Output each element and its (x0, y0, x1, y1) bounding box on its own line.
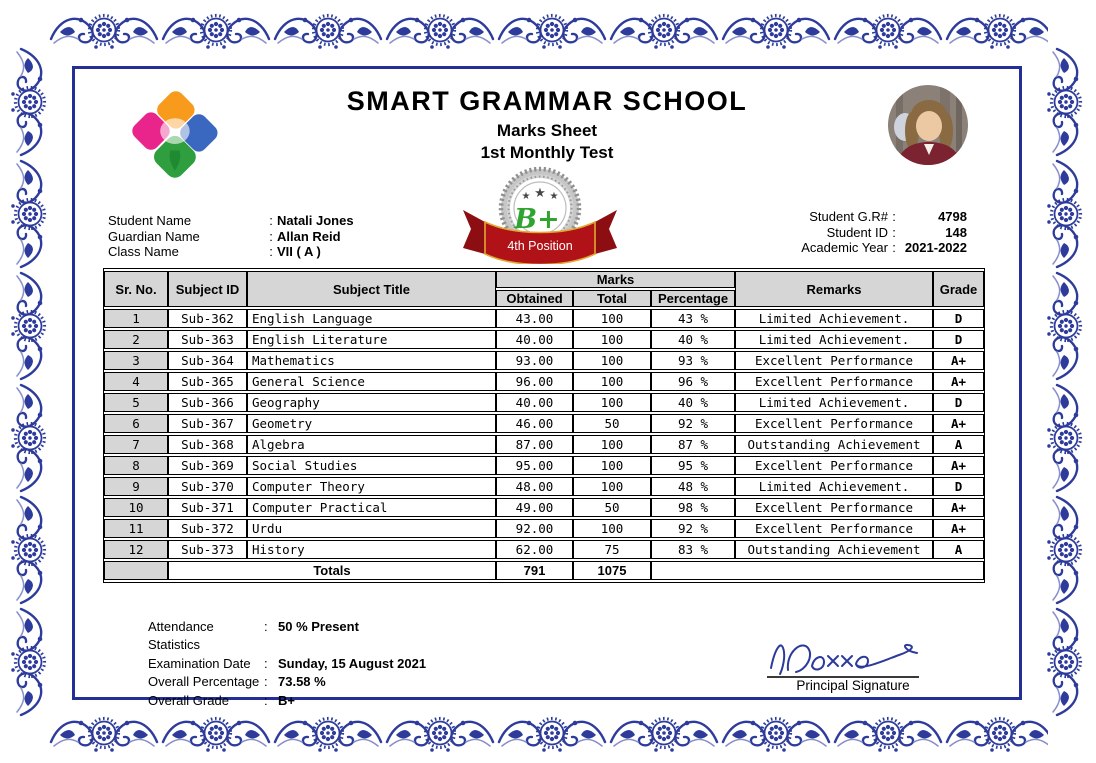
cell-grade: A+ (933, 498, 984, 517)
svg-text:★: ★ (534, 186, 546, 201)
cell-grade: D (933, 393, 984, 412)
cell-subject-id: Sub-373 (168, 540, 247, 559)
totals-obtained: 791 (496, 561, 573, 580)
cell-total: 75 (573, 540, 651, 559)
student-photo (888, 85, 968, 165)
school-name: SMART GRAMMAR SCHOOL (346, 86, 748, 116)
cell-remarks: Excellent Performance (735, 351, 933, 370)
cell-remarks: Outstanding Achievement (735, 435, 933, 454)
cell-sr: 11 (104, 519, 168, 538)
cell-remarks: Limited Achievement. (735, 477, 933, 496)
cell-percentage: 48 % (651, 477, 735, 496)
gr-number-label: Student G.R# (809, 209, 888, 224)
cell-percentage: 43 % (651, 309, 735, 328)
table-row (104, 435, 984, 454)
cell-subject-id: Sub-367 (168, 414, 247, 433)
cell-percentage: 87 % (651, 435, 735, 454)
cell-subject-title: Algebra (247, 435, 496, 454)
cell-obtained: 96.00 (496, 372, 573, 391)
cell-remarks: Limited Achievement. (735, 309, 933, 328)
student-info-right (700, 209, 967, 256)
header-percentage: Percentage (651, 290, 735, 307)
cell-subject-id: Sub-371 (168, 498, 247, 517)
totals-row (104, 561, 984, 580)
cell-percentage: 93 % (651, 351, 735, 370)
summary-block (148, 618, 426, 710)
header-grade: Grade (933, 271, 984, 307)
header-subject-id: Subject ID (168, 271, 247, 307)
cell-sr: 8 (104, 456, 168, 475)
cell-obtained: 62.00 (496, 540, 573, 559)
cell-total: 100 (573, 519, 651, 538)
cell-sr: 10 (104, 498, 168, 517)
cell-percentage: 98 % (651, 498, 735, 517)
cell-percentage: 92 % (651, 414, 735, 433)
cell-subject-title: Computer Practical (247, 498, 496, 517)
cell-total: 100 (573, 372, 651, 391)
cell-remarks: Excellent Performance (735, 498, 933, 517)
cell-obtained: 46.00 (496, 414, 573, 433)
table-row (104, 477, 984, 496)
test-title: 1st Monthly Test (480, 143, 614, 162)
marks-table (103, 268, 985, 583)
table-row (104, 351, 984, 370)
header-total: Total (573, 290, 651, 307)
cell-grade: A (933, 540, 984, 559)
overall-grade-row: Overall Grade : B+ (148, 692, 426, 710)
class-name-label: Class Name (108, 244, 179, 259)
totals-label: Totals (168, 561, 496, 580)
position-badge (457, 166, 623, 264)
cell-obtained: 92.00 (496, 519, 573, 538)
class-name-value: VII ( A ) (277, 244, 321, 259)
header-obtained: Obtained (496, 290, 573, 307)
cell-grade: D (933, 330, 984, 349)
title-block (72, 86, 1022, 163)
cell-subject-title: Urdu (247, 519, 496, 538)
academic-year-row: Academic Year : 2021-2022 (700, 240, 967, 256)
cell-subject-id: Sub-365 (168, 372, 247, 391)
exam-date-value: Sunday, 15 August 2021 (278, 655, 427, 671)
student-name-value: Natali Jones (277, 213, 354, 228)
cell-remarks: Limited Achievement. (735, 393, 933, 412)
header-subject-title: Subject Title (247, 271, 496, 307)
cell-remarks: Outstanding Achievement (735, 540, 933, 559)
cell-grade: A+ (933, 372, 984, 391)
student-id-label: Student ID (826, 224, 888, 240)
exam-date-row: Examination Date : Sunday, 15 August 2021 (148, 655, 426, 673)
cell-sr: 3 (104, 351, 168, 370)
cell-obtained: 43.00 (496, 309, 573, 328)
badge-grade: B+ (514, 204, 560, 235)
table-row (104, 540, 984, 559)
cell-subject-id: Sub-366 (168, 393, 247, 412)
cell-grade: D (933, 477, 984, 496)
cell-percentage: 83 % (651, 540, 735, 559)
cell-obtained: 87.00 (496, 435, 573, 454)
cell-obtained: 93.00 (496, 351, 573, 370)
table-row (104, 414, 984, 433)
cell-total: 50 (573, 498, 651, 517)
cell-subject-title: English Language (247, 309, 496, 328)
cell-subject-id: Sub-363 (168, 330, 247, 349)
cell-grade: A+ (933, 519, 984, 538)
guardian-name-value: Allan Reid (277, 228, 341, 244)
principal-signature-label: Principal Signature (796, 678, 910, 693)
table-row (104, 519, 984, 538)
cell-remarks: Excellent Performance (735, 456, 933, 475)
table-row (104, 372, 984, 391)
cell-total: 100 (573, 330, 651, 349)
cell-percentage: 40 % (651, 330, 735, 349)
principal-signature-image (763, 628, 943, 682)
sheet-title: Marks Sheet (496, 121, 598, 140)
table-row (104, 330, 984, 349)
cell-subject-title: Social Studies (247, 456, 496, 475)
cell-subject-id: Sub-362 (168, 309, 247, 328)
cell-total: 100 (573, 456, 651, 475)
cell-sr: 5 (104, 393, 168, 412)
cell-percentage: 95 % (651, 456, 735, 475)
overall-percentage-row: Overall Percentage : 73.58 % (148, 673, 426, 691)
overall-percentage-label: Overall Percentage (148, 674, 260, 690)
attendance-value: 50 % Present (278, 619, 359, 634)
totals-total: 1075 (573, 561, 651, 580)
cell-total: 100 (573, 477, 651, 496)
cell-grade: A+ (933, 414, 984, 433)
student-name-row: Student Name : Natali Jones (108, 213, 354, 228)
cell-subject-title: English Literature (247, 330, 496, 349)
student-id-row: Student ID : 148 (700, 225, 967, 241)
cell-sr: 12 (104, 540, 168, 559)
cell-sr: 7 (104, 435, 168, 454)
guardian-name-label: Guardian Name (108, 228, 200, 244)
student-name-label: Student Name (108, 213, 192, 228)
svg-text:★: ★ (521, 191, 531, 202)
cell-remarks: Excellent Performance (735, 372, 933, 391)
cell-sr: 9 (104, 477, 168, 496)
svg-text:★: ★ (549, 191, 559, 202)
cell-subject-title: Computer Theory (247, 477, 496, 496)
cell-subject-title: Geometry (247, 414, 496, 433)
table-row (104, 393, 984, 412)
header-marks: Marks (496, 271, 735, 288)
overall-percentage-value: 73.58 % (278, 674, 326, 690)
cell-remarks: Excellent Performance (735, 519, 933, 538)
cell-subject-title: Mathematics (247, 351, 496, 370)
cell-grade: A+ (933, 351, 984, 370)
header-sr: Sr. No. (104, 271, 168, 307)
cell-total: 100 (573, 351, 651, 370)
cell-grade: A (933, 435, 984, 454)
table-row (104, 498, 984, 517)
academic-year-value: 2021-2022 (904, 240, 967, 255)
overall-grade-label: Overall Grade (148, 692, 229, 708)
badge-grade-text (513, 204, 559, 235)
cell-grade: D (933, 309, 984, 328)
guardian-name-row: Guardian Name : Allan Reid (108, 229, 354, 245)
cell-subject-id: Sub-368 (168, 435, 247, 454)
cell-sr: 2 (104, 330, 168, 349)
academic-year-label: Academic Year (801, 240, 888, 255)
exam-date-label: Examination Date (148, 655, 251, 671)
cell-subject-id: Sub-364 (168, 351, 247, 370)
cell-subject-id: Sub-372 (168, 519, 247, 538)
attendance-label: Attendance Statistics (148, 619, 214, 653)
table-row (104, 309, 984, 328)
cell-percentage: 40 % (651, 393, 735, 412)
cell-grade: A+ (933, 456, 984, 475)
cell-subject-id: Sub-369 (168, 456, 247, 475)
cell-total: 100 (573, 309, 651, 328)
header-remarks: Remarks (735, 271, 933, 307)
cell-obtained: 40.00 (496, 393, 573, 412)
table-row (104, 456, 984, 475)
position-label: 4th Position (507, 239, 573, 253)
cell-total: 50 (573, 414, 651, 433)
cell-remarks: Excellent Performance (735, 414, 933, 433)
cell-subject-title: History (247, 540, 496, 559)
cell-remarks: Limited Achievement. (735, 330, 933, 349)
student-info-left (108, 213, 354, 260)
cell-obtained: 40.00 (496, 330, 573, 349)
cell-sr: 6 (104, 414, 168, 433)
cell-obtained: 95.00 (496, 456, 573, 475)
class-name-row: Class Name : VII ( A ) (108, 244, 354, 260)
overall-grade-value: B+ (278, 692, 295, 708)
cell-percentage: 92 % (651, 519, 735, 538)
cell-subject-title: General Science (247, 372, 496, 391)
gr-number-row: Student G.R# : 4798 (700, 209, 967, 225)
attendance-row: Attendance Statistics : 50 % Present (148, 618, 426, 655)
cell-subject-title: Geography (247, 393, 496, 412)
cell-total: 100 (573, 435, 651, 454)
cell-obtained: 49.00 (496, 498, 573, 517)
cell-sr: 4 (104, 372, 168, 391)
cell-percentage: 96 % (651, 372, 735, 391)
totals-sr-cell (104, 561, 168, 580)
student-id-value: 148 (945, 224, 967, 240)
cell-obtained: 48.00 (496, 477, 573, 496)
totals-empty-cell (651, 561, 984, 580)
cell-sr: 1 (104, 309, 168, 328)
cell-total: 100 (573, 393, 651, 412)
cell-subject-id: Sub-370 (168, 477, 247, 496)
gr-number-value: 4798 (938, 209, 967, 224)
